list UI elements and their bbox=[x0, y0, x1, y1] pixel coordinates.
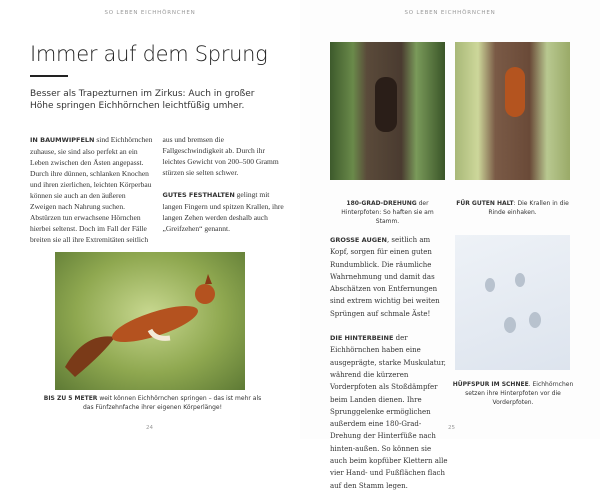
photo-caption bbox=[452, 380, 574, 407]
body-text bbox=[30, 134, 285, 245]
lead-in: DIE HINTERBEINE bbox=[330, 334, 394, 343]
lead-in: GUTES FESTHALTEN bbox=[162, 191, 235, 199]
page-title: Immer auf dem Sprung bbox=[30, 42, 268, 66]
caption-lead: FÜR GUTEN HALT bbox=[456, 200, 514, 207]
photo-caption bbox=[455, 199, 570, 217]
caption-text: : Die Krallen in die Rinde einhaken. bbox=[488, 200, 569, 216]
photo-caption bbox=[330, 199, 445, 226]
photo-caption bbox=[40, 394, 265, 412]
page-number: 24 bbox=[146, 425, 153, 431]
squirrel-illustration bbox=[55, 252, 245, 390]
caption-lead: BIS ZU 5 METER bbox=[43, 395, 98, 402]
paragraph: sind Eichhörnchen zuhause, sie sind also perfekt an ein Leben zwischen den Ästen angepasst. Durch ihre dünnen, schlanken Knochen und ihren zierlichen, leichten Körperbau können sie auch an den äußeren Zweigen nach Nahrung suchen. Abstürzen tun erwachsene Hörnchen hierbei seltenst. Doch im Fall der Fälle breiten sie all ihre Extremitäten seitlich aus und bremsen die Fallgeschwindigkeit ab. Durch ihr leichtes Gewicht von 200–500 Gramm stürzen sie selten schwer. bbox=[30, 135, 279, 244]
intro-text: Besser als Trapezturnen im Zirkus: Auch in großer Höhe springen Eichhörnchen leichtfüßig umher. bbox=[30, 89, 255, 111]
caption-lead: 180-GRAD-DREHUNG bbox=[346, 200, 417, 207]
left-page bbox=[0, 0, 300, 439]
tracks-illustration bbox=[455, 235, 570, 370]
lead-in: GROSSE AUGEN bbox=[330, 236, 387, 244]
caption-lead: HÜPFSPUR IM SCHNEE bbox=[452, 381, 529, 388]
lead-in: IN BAUMWIPFELN bbox=[30, 136, 95, 144]
caption-text: der Hinterpfoten: So haften sie am Stamm. bbox=[341, 200, 434, 225]
running-head: SO LEBEN EICHHÖRNCHEN bbox=[104, 10, 196, 16]
caption-text: weit können Eichhörnchen springen – das ist mehr als das Fünfzehnfache ihrer eigenen Körperlänge! bbox=[82, 395, 262, 411]
snow-tracks-photo bbox=[455, 235, 570, 370]
right-page bbox=[300, 0, 600, 490]
squirrel-on-trunk-photo bbox=[330, 42, 445, 180]
page-number: 25 bbox=[448, 425, 455, 431]
paragraph: , seitlich am Kopf, sorgen für einen guten Rundumblick. Die räumliche Wahrnehmung und damit das Abschätzen von Entfernungen sind extrem wichtig bei weiten Sprüngen auf schmale Äste! bbox=[330, 236, 440, 318]
caption-text: . Eichhörnchen setzen ihre Hinterpfoten vor die Vorderpfoten. bbox=[465, 381, 574, 406]
squirrel-climbing-photo bbox=[455, 42, 570, 180]
body-text bbox=[330, 234, 448, 504]
running-head: SO LEBEN EICHHÖRNCHEN bbox=[404, 10, 496, 16]
paragraph: der Eichhörnchen haben eine ausgeprägte, starke Muskulatur, während die kürzeren Vorderpfoten als Stoßdämpfer beim Landen dienen. Ihre Sprunggelenke ermöglichen außerdem eine 180-Grad-Drehung der Hinterfüße nach hinten-außen. So können sie auch beim kopfüber Klettern alle vier Hand- und Fußflächen flach auf den Stamm legen. bbox=[330, 334, 448, 490]
jumping-squirrel-photo bbox=[55, 252, 245, 390]
title-rule bbox=[30, 75, 68, 77]
paragraph: gelingt mit langen Fingern und spitzen Krallen, ihre langen Zehen werden deshalb auch „Greifzehen“ genannt. bbox=[162, 190, 284, 233]
